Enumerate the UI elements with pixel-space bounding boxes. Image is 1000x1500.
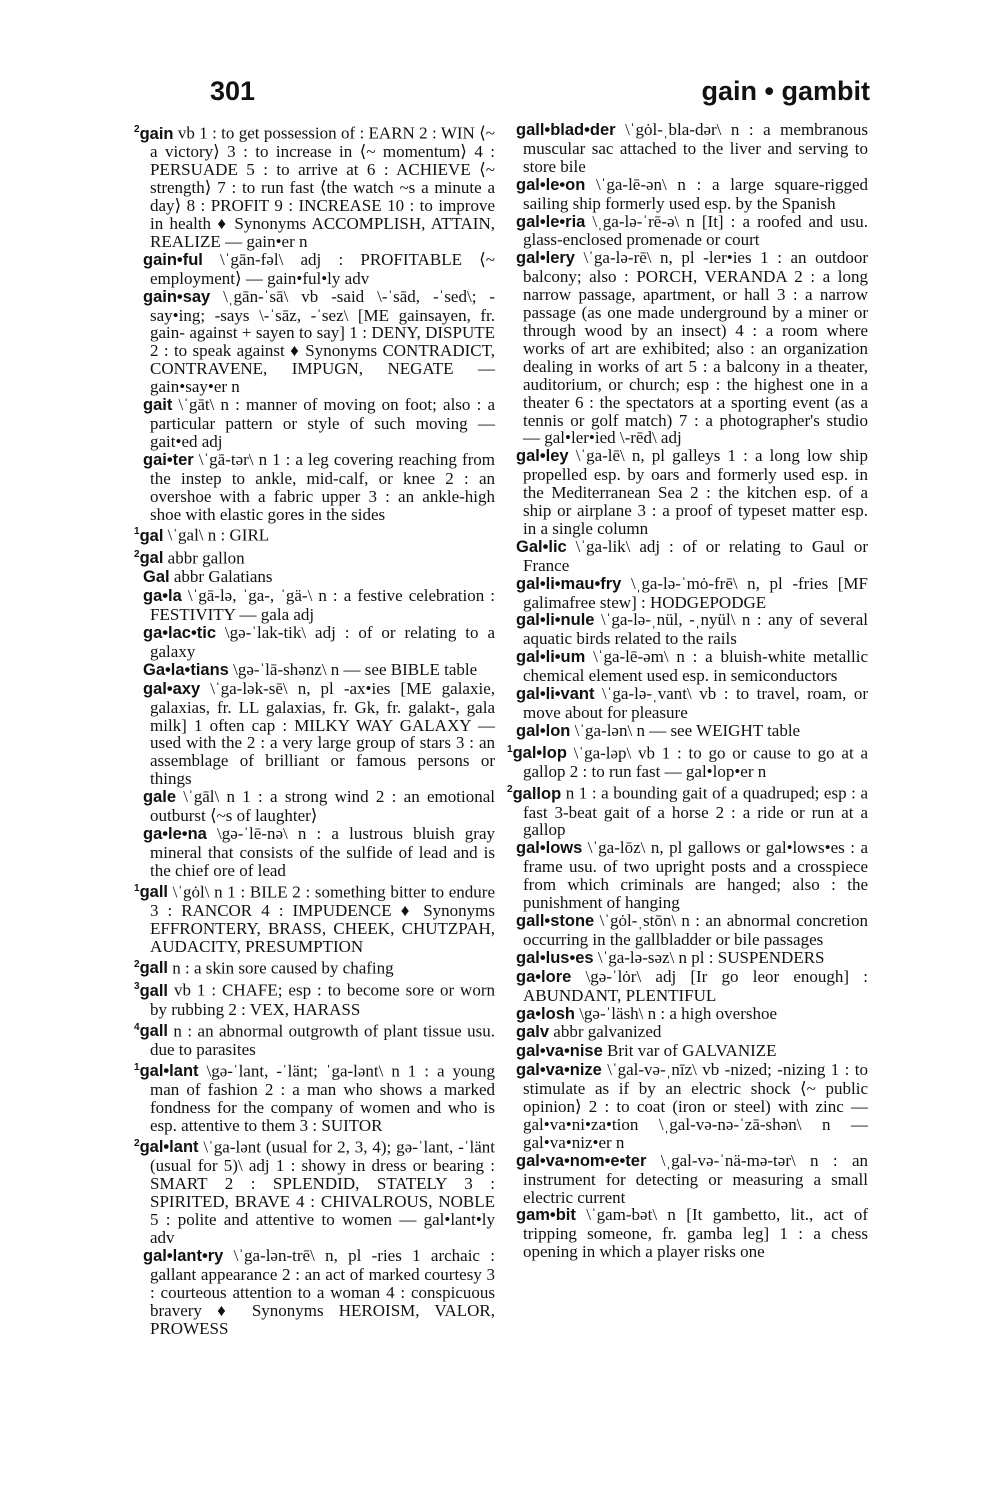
dictionary-entry (134, 546, 495, 568)
headword: gain•say (143, 287, 211, 306)
headword: gai•ter (143, 450, 194, 469)
dictionary-entry (134, 880, 495, 956)
definition-text: \ˈgā-lə, ˈga-, ˈgä-\ n : a festive celebration : FESTIVITY — gala adj (150, 586, 495, 625)
dictionary-entry (143, 788, 495, 825)
dictionary-entry (134, 121, 495, 251)
headword: gal•lon (516, 721, 571, 740)
headword: gal•va•nise (516, 1042, 603, 1061)
dictionary-entry (143, 568, 495, 587)
definition-text: \gə-ˈlȯr\ adj [Ir go leor enough] : ABUNDANT, PLENTIFUL (523, 966, 868, 1005)
headword: Ga•la•tians (143, 660, 229, 679)
homograph-number: 4 (134, 1021, 140, 1033)
definition-text: vb 1 : to get possession of : EARN 2 : WIN ⟨~ a victory⟩ 3 : to increase in ⟨~ momentum⟩ 4 : PERSUADE 5 : to arrive at 6 : ACHIEVE ⟨~ strength⟩ 7 : to run fast ⟨the watch ~s a minute a day⟩ 8 : PROFIT 9 : INCREASE 10 : to improve in health ♦ Synonyms ACCOMPLISH, ATTAIN, REALIZE — gain•er n (150, 123, 495, 251)
definition-text: \ˈgān-fəl\ adj : PROFITABLE ⟨~ employment⟩ — gain•ful•ly adv (150, 249, 495, 288)
headword: gal•lant•ry (143, 1246, 224, 1265)
headword: gal•lery (516, 249, 575, 268)
definition-text: \ˈga-lə-ˌnül, -ˌnyül\ n : any of several aquatic birds related to the rails (523, 610, 868, 649)
homograph-number: 2 (134, 1137, 140, 1149)
definition-text: \ˈgal-və-ˌnīz\ vb -nized; -nizing 1 : to stimulate as if by an electric shock ⟨~ public opinion⟩ 2 : to coat (iron or steel) with zinc — gal•va•ni•za•tion \ˌgal-və-nə-ˈzā-shən\ n — gal•va•niz•er n (523, 1060, 868, 1152)
dictionary-entry (134, 956, 495, 978)
dictionary-entry (143, 825, 495, 880)
headword: $^2$gal (134, 548, 164, 568)
definition-text: n : an abnormal outgrowth of plant tissue usu. due to parasites (150, 1021, 495, 1059)
definition-text: \ˈgāl\ n 1 : a strong wind 2 : an emotional outburst ⟨~s of laughter⟩ (150, 787, 495, 826)
homograph-number: 1 (134, 526, 140, 538)
headword: $^1$gal•lant (134, 1061, 199, 1081)
headword: $^2$gal•lant (134, 1137, 199, 1157)
definition-text: abbr gallon (163, 548, 245, 568)
headword: Gal (143, 568, 170, 587)
definition-text: \ˈgāt\ n : manner of moving on foot; also : a particular pattern or style of such moving — gait•ed adj (150, 395, 495, 451)
definition-text: \ˈgal\ n : GIRL (163, 525, 270, 545)
definition-text: \ˌgal-və-ˈnä-mə-tər\ n : an instrument for detecting or measuring a small electric current (523, 1150, 868, 1207)
homograph-number: 1 (134, 1061, 140, 1073)
dictionary-entry (134, 1135, 495, 1247)
headword: ga•la (143, 587, 182, 606)
homograph-number: 2 (134, 548, 140, 560)
headword: gain•ful (143, 250, 203, 269)
homograph-number: 2 (507, 784, 513, 796)
headword: $^2$gain (134, 124, 174, 143)
dictionary-entry (143, 288, 495, 396)
headword: $^1$gall (134, 882, 168, 902)
definition-text: \ˌga-lə-ˈmȯ-frē\ n, pl -fries [MF galimafree stew] : HODGEPODGE (523, 573, 868, 612)
dictionary-entry (516, 912, 868, 949)
dictionary-entry (143, 680, 495, 788)
page-number: 301 (210, 76, 256, 106)
definition-text: \ˈga-lē-əm\ n : a bluish-white metallic chemical element used esp. in semiconductors (523, 647, 868, 686)
dictionary-entry (143, 1247, 495, 1338)
dictionary-entry (516, 213, 868, 250)
headword: gait (143, 396, 173, 415)
definition-text: \ˈga-ləp\ vb 1 : to go or cause to go at a gallop 2 : to run fast — gal•lop•er n (523, 743, 868, 782)
definition-text: \gə-ˈlant, -ˈlänt; ˈga-lənt\ n 1 : a young man of fashion 2 : a man who shows a marked fondness for the company of women and who is esp. attentive to them 3 : SUITOR (150, 1061, 495, 1136)
definition-text: Brit var of GALVANIZE (602, 1041, 777, 1061)
dictionary-entry (516, 1152, 868, 1207)
headword: gall•blad•der (516, 121, 616, 139)
dictionary-entry (143, 587, 495, 624)
definition-text: n : a skin sore caused by chafing (168, 958, 394, 978)
definition-text: \ˈga-lə-səz\ n pl : SUSPENDERS (593, 947, 825, 967)
headword: gall•stone (516, 911, 595, 930)
headword: $^3$gall (134, 981, 168, 1000)
homograph-number: 3 (134, 981, 140, 993)
dictionary-entry (516, 968, 868, 1005)
headword: gal•va•nize (516, 1061, 602, 1080)
dictionary-entry (134, 978, 495, 1019)
headword: ga•lore (516, 967, 572, 986)
headword: gal•li•vant (516, 685, 595, 704)
headword: ga•le•na (143, 824, 207, 843)
definition-text: \gə-ˈläsh\ n : a high overshoe (574, 1003, 778, 1023)
dictionary-entry (143, 451, 495, 524)
definition-text: vb 1 : CHAFE; esp : to become sore or worn by rubbing 2 : VEX, HARASS (150, 980, 495, 1019)
dictionary-entry (516, 1023, 868, 1042)
dictionary-entry (516, 575, 868, 612)
dictionary-entry (516, 447, 868, 538)
definition-text: \ˈga-lə-ˌvant\ vb : to travel, roam, or move about for pleasure (523, 684, 868, 722)
headword: gam•bit (516, 1206, 576, 1225)
dictionary-entry (143, 251, 495, 288)
definition-text: \gə-ˈlak-tik\ adj : of or relating to a galaxy (150, 622, 495, 661)
headword: galv (516, 1023, 550, 1042)
definition-text: \ˈga-lik\ adj : of or relating to Gaul or France (523, 536, 868, 575)
headword: $^2$gallop (507, 784, 562, 803)
dictionary-entry (134, 1019, 495, 1059)
dictionary-entry (516, 949, 868, 968)
dictionary-entry (516, 839, 868, 912)
dictionary-entry (516, 121, 868, 176)
homograph-number: 2 (134, 124, 140, 135)
definition-text: \ˈga-lənt (usual for 2, 3, 4); gə-ˈlant, -ˈlänt (usual for 5)\ adj 1 : showy in dress or bearing : SMART 2 : SPLENDID, STATELY 3 : SPIRITED, BRAVE 4 : CHIVALROUS, NOBLE 5 : polite and attentive to women — gal•lant•ly adv (150, 1137, 495, 1247)
definition-text: \ˈga-lōz\ n, pl gallows or gal•lows•es : a frame usu. of two upright posts and a crosspiece from which criminals are hanged; also : the punishment of hanging (523, 838, 868, 913)
dictionary-entry (134, 523, 495, 545)
definition-text: \ˈga-lək-sē\ n, pl -ax•ies [ME galaxie, galaxias, fr. LL galaxias, fr. Gk, fr. galakt-, gala milk] 1 often cap : MILKY WAY GALAXY — used with the 2 : a very large group of stars 3 : an assemblage of brilliant or famous persons or things (150, 678, 495, 789)
dictionary-entry (143, 396, 495, 451)
dictionary-entry (134, 1059, 495, 1136)
dictionary-entry (516, 1206, 868, 1261)
dictionary-entry (516, 1042, 868, 1061)
definition-text: abbr galvanized (549, 1022, 662, 1042)
dictionary-entry (516, 1005, 868, 1024)
headword: gal•le•on (516, 175, 586, 194)
dictionary-entry (507, 741, 868, 782)
dictionary-entry (516, 685, 868, 722)
dictionary-entry (516, 538, 868, 575)
headword: gal•li•um (516, 648, 586, 667)
definition-text: abbr Galatians (169, 567, 273, 587)
headword: gal•lus•es (516, 948, 594, 967)
definition-text: \gə-ˈlā-shənz\ n — see BIBLE table (228, 659, 478, 679)
definition-text: \ˌga-lə-ˈrē-ə\ n [It] : a roofed and usu. glass-enclosed promenade or court (523, 211, 868, 250)
definition-text: \gə-ˈlē-nə\ n : a lustrous bluish gray mineral that consists of the sulfide of lead and is the chief ore of lead (150, 823, 495, 880)
definition-text: \ˈga-lē-ən\ n : a large square-rigged sailing ship formerly used esp. by the Spanish (523, 174, 868, 213)
headword: gal•lows (516, 839, 583, 858)
headword: $^1$gal•lop (507, 743, 567, 763)
dictionary-entry (143, 661, 495, 680)
definition-text: \ˈgȯl\ n 1 : BILE 2 : something bitter to endure 3 : RANCOR 4 : IMPUDENCE ♦ Synonyms EFFRONTERY, BRASS, CHEEK, CHUTZPAH, AUDACITY, PRESUMPTION (150, 882, 495, 956)
dictionary-entry (516, 176, 868, 213)
dictionary-entry (143, 624, 495, 661)
guide-words: gain • gambit (701, 76, 870, 106)
dictionary-entry (516, 611, 868, 648)
definition-text: \ˈga-lən\ n — see WEIGHT table (570, 720, 801, 740)
definition-text: \ˌgān-ˈsā\ vb -said \-ˈsād, -ˈsed\; -say•ing; -says \-ˈsāz, -ˈsez\ [ME gainsayen, fr. gain- against + sayen to say] 1 : DENY, DISPUTE 2 : to speak against ♦ Synonyms CONTRADICT, CONTRAVENE, IMPUGN, NEGATE — gain•say•er n (150, 286, 495, 397)
headword: gal•axy (143, 679, 201, 698)
headword: ga•losh (516, 1004, 575, 1023)
headword: $^1$gal (134, 526, 164, 545)
headword: $^2$gall (134, 958, 168, 978)
definition-text: \ˈgā-tər\ n 1 : a leg covering reaching from the instep to ankle, mid-calf, or knee 2 : an overshoe with a fabric upper 3 : an ankle-high shoe with elastic gores in the sides (150, 449, 495, 524)
headword: gal•li•mau•fry (516, 574, 622, 593)
headword: gale (143, 788, 177, 807)
left-column (134, 121, 495, 1338)
headword: gal•le•ria (516, 212, 586, 231)
homograph-number: 2 (134, 958, 140, 970)
right-column (507, 120, 868, 1262)
headword: gal•ley (516, 447, 569, 466)
definition-text: \ˈga-lən-trē\ n, pl -ries 1 archaic : gallant appearance 2 : an act of marked courtesy 3 : courteous attention to a woman 4 : conspicuous bravery ♦ Synonyms HEROISM, VALOR, PROWESS (150, 1245, 495, 1338)
definition-text: \ˈgam-bət\ n [It gambetto, lit., act of tripping someone, fr. gamba leg] 1 : a chess opening in which a player risks one (523, 1205, 868, 1262)
dictionary-entry (516, 249, 868, 447)
headword: gal•va•nom•e•ter (516, 1151, 647, 1170)
definition-text: \ˈgȯl-ˌbla-dər\ n : a membranous muscular sac attached to the liver and serving to store bile (523, 120, 868, 176)
definition-text: n 1 : a bounding gait of a quadruped; esp : a fast 3-beat gait of a horse 2 : a ride or run at a gallop (523, 783, 868, 840)
headword: ga•lac•tic (143, 623, 217, 642)
homograph-number: 1 (507, 743, 513, 755)
definition-text: \ˈga-lē\ n, pl galleys 1 : a long low ship propelled esp. by oars and formerly used esp. in the Mediterranean Sea 2 : the kitchen esp. of a ship or airplane 3 : a proof of typeset matter esp. in a single column (523, 446, 868, 538)
headword: Gal•lic (516, 537, 567, 556)
headword: $^4$gall (134, 1021, 168, 1040)
dictionary-entry (516, 722, 868, 741)
homograph-number: 1 (134, 882, 140, 894)
dictionary-entry (516, 1061, 868, 1152)
dictionary-entry (516, 648, 868, 685)
definition-text: \ˈga-lə-rē\ n, pl -ler•ies 1 : an outdoor balcony; also : PORCH, VERANDA 2 : a long narrow passage, apartment, or hall 3 : a narrow passage (as one made underground by a miner or through wood by an insect) 4 : a room where works of art are exhibited; also : an organization dealing in works of art 5 : a balcony in a theater, auditorium, or church; esp : the highest one in a theater 6 : the spectators at a sporting event (as a tennis or golf match) 7 : a photographer's studio — gal•ler•ied \-rēd\ adj (523, 248, 868, 448)
headword: gal•li•nule (516, 611, 595, 630)
dictionary-entry (507, 781, 868, 840)
definition-text: \ˈgȯl-ˌstōn\ n : an abnormal concretion occurring in the gallbladder or bile passages (523, 910, 868, 949)
